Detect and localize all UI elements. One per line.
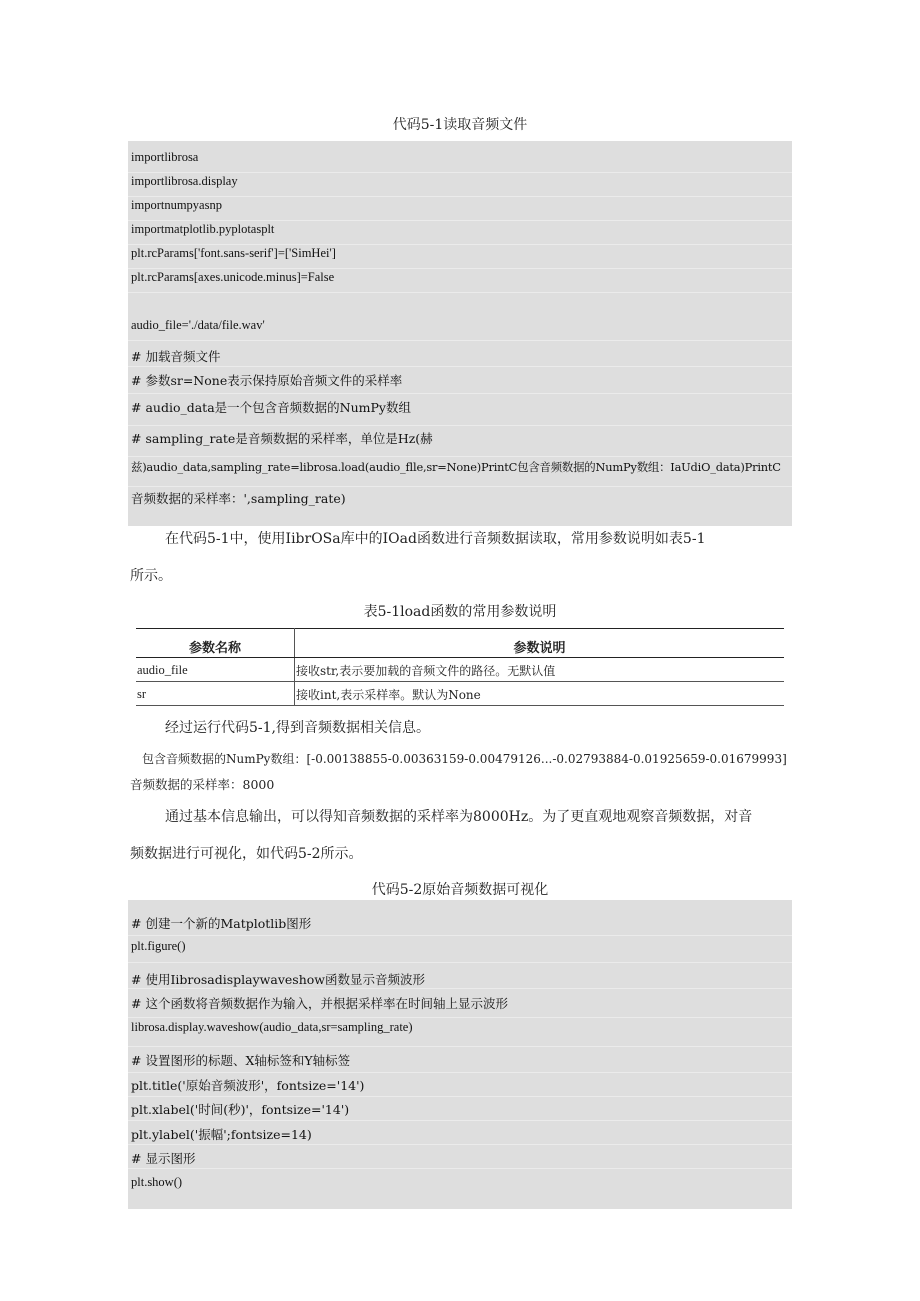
code1-line: # 加载音频文件 bbox=[131, 349, 221, 364]
code2-line: # 使用Iibrosadisplaywaveshow函数显示音频波形 bbox=[131, 972, 425, 987]
code2-line: # 创建一个新的Matplotlib图形 bbox=[131, 916, 312, 931]
code2-line: plt.xlabel('时间(秒)'，fontsize='14') bbox=[131, 1102, 350, 1117]
code1-line: # audio_data是一个包含音频数据的NumPy数组 bbox=[131, 400, 411, 415]
code2-line: librosa.display.waveshow(audio_data,sr=sampling_rate) bbox=[131, 1020, 413, 1034]
code1-line: # 参数sr=None表示保持原始音频文件的采样率 bbox=[131, 373, 403, 388]
code2-caption: 代码5-2原始音频数据可视化 bbox=[371, 882, 549, 898]
params-table bbox=[136, 628, 784, 706]
code1-line: importmatplotlib.pyplotasplt bbox=[131, 222, 275, 236]
table-header-cell: 参数名称 bbox=[136, 629, 295, 658]
code1-line: # sampling_rate是音频数据的采样率，单位是Hz(赫 bbox=[131, 431, 433, 446]
code2-line: plt.ylabel('振幅';fontsize=14) bbox=[131, 1127, 312, 1142]
code1-line: importlibrosa.display bbox=[131, 174, 238, 188]
table-header-cell: 参数说明 bbox=[295, 629, 785, 658]
table-caption: 表5-1load函数的常用参数说明 bbox=[363, 604, 557, 620]
body-paragraph-line: 通过基本信息输出，可以得知音频数据的采样率为8000Hz。为了更直观地观察音频数据，对音 bbox=[165, 809, 753, 825]
code1-line: plt.rcParams['font.sans-serif']=['SimHei'] bbox=[131, 246, 336, 260]
code1-line: 音频数据的采样率：',sampling_rate) bbox=[131, 491, 346, 506]
table-header-row bbox=[136, 629, 784, 658]
body-paragraph-line: 频数据进行可视化，如代码5-2所示。 bbox=[130, 846, 363, 862]
body-paragraph-line: 经过运行代码5-1,得到音频数据相关信息。 bbox=[165, 720, 430, 736]
code1-line: importnumpyasnp bbox=[131, 198, 222, 212]
code1-line: importlibrosa bbox=[131, 150, 199, 164]
table-cell: sr bbox=[136, 682, 295, 706]
table-cell: audio_file bbox=[136, 658, 295, 682]
code1-block bbox=[128, 141, 792, 526]
code2-line: # 显示图形 bbox=[131, 1151, 196, 1166]
code1-caption: 代码5-1读取音频文件 bbox=[392, 117, 528, 133]
code2-block bbox=[128, 900, 792, 1209]
code1-line: plt.rcParams[axes.unicode.minus]=False bbox=[131, 270, 335, 284]
code2-line: plt.figure() bbox=[131, 939, 186, 953]
table-cell: 接收str,表示要加载的音频文件的路径。无默认值 bbox=[295, 658, 785, 682]
code1-line: audio_file='./data/file.wav' bbox=[131, 318, 265, 332]
code2-line: # 设置图形的标题、X轴标签和Y轴标签 bbox=[131, 1053, 351, 1068]
code2-line: plt.title('原始音频波形'，fontsize='14') bbox=[131, 1078, 365, 1093]
output-line: 包含音频数据的NumPy数组：[-0.00138855-0.00363159-0.00479126...-0.02793884-0.01925659-0.01679993] bbox=[142, 752, 787, 766]
body-paragraph-line: 所示。 bbox=[130, 568, 172, 584]
code2-line: # 这个函数将音频数据作为输入，并根据采样率在时间轴上显示波形 bbox=[131, 996, 508, 1011]
table-cell: 接收int,表示采样率。默认为None bbox=[295, 682, 785, 706]
code2-line: plt.show() bbox=[131, 1175, 183, 1189]
code1-line: 兹)audio_data,sampling_rate=librosa.load(audio_flle,sr=None)PrintC包含音频数据的NumPy数组：IaUdiO_data)PrintC bbox=[131, 460, 781, 474]
table-row bbox=[136, 658, 784, 682]
output-line: 音频数据的采样率：8000 bbox=[130, 777, 275, 792]
body-paragraph-line: 在代码5-1中，使用IibrOSa库中的IOad函数进行音频数据读取，常用参数说明如表5-1 bbox=[165, 531, 706, 547]
table-row bbox=[136, 682, 784, 706]
